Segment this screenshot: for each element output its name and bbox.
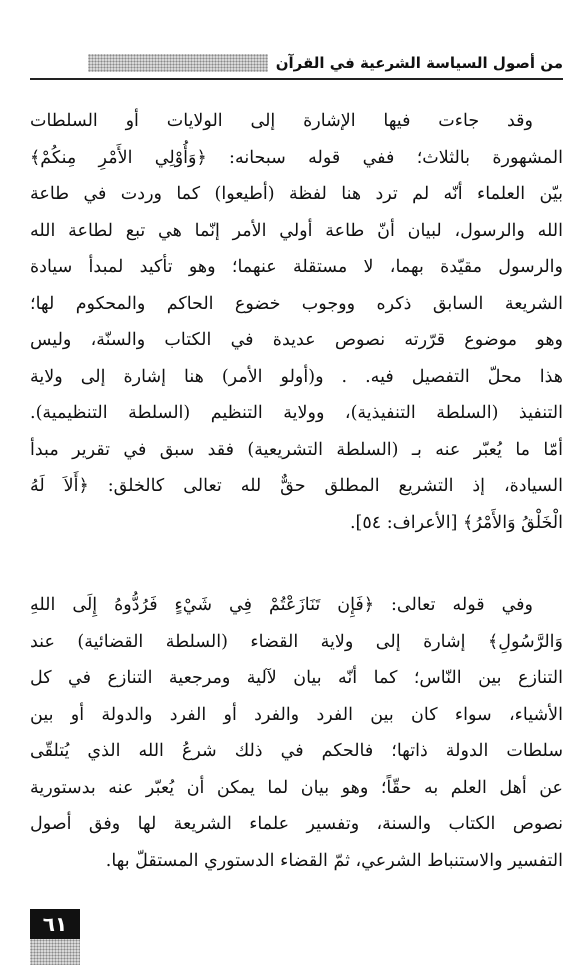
paragraph-1	[30, 103, 563, 541]
paragraph-2	[30, 587, 563, 879]
text-line: والرسول مقيّدة بهما، لا مستقلة عنهما؛ وهو تأكيد لمبدأ سيادة	[30, 257, 563, 277]
footer-decorative-band	[30, 939, 80, 965]
text-line: الشريعة السابق ذكره ووجوب خضوع الحاكم والمحكوم لها؛	[30, 293, 563, 314]
text-line: هذا محلّ التفصيل فيه. . و(أولو الأمر) هنا إشارة إلى ولاية	[30, 366, 563, 387]
header-decorative-band	[88, 54, 268, 72]
running-header	[88, 52, 563, 74]
text-line: وقد جاءت فيها الإشارة إلى الولايات أو السلطات	[30, 111, 533, 131]
text-line: سلطات الدولة ذاتها؛ فالحكم في ذلك شرعُ الله الذي يُتلقّى	[30, 741, 563, 761]
page-number: ٦١	[30, 909, 80, 939]
text-line: أمّا ما يُعبّر عنه بـ (السلطة التشريعية) فقد سبق في تقرير مبدأ	[30, 439, 563, 460]
text-line: المشهورة بالثلاث؛ ففي قوله سبحانه: ﴿وَأُوْلِي الأَمْرِ مِنكُمْ﴾	[30, 147, 563, 168]
text-line: وفي قوله تعالى: ﴿فَإِن تَنَازَعْتُمْ فِي شَيْءٍ فَرُدُّوهُ إِلَى اللهِ	[30, 595, 533, 615]
text-line: التنفيذ (السلطة التنفيذية)، وولاية التنظيم (السلطة التنظيمية).	[30, 403, 563, 423]
header-rule	[30, 78, 563, 80]
text-line: السيادة، إذ التشريع المطلق حقٌّ لله تعالى كالخلق: ﴿أَلاَ لَهُ	[30, 476, 563, 496]
text-line: وَالرَّسُولِ﴾ إشارة إلى ولاية القضاء (السلطة القضائية) عند	[30, 631, 563, 652]
text-line: الأشياء، سواء كان بين الفرد والفرد أو الفرد والدولة أو بين	[30, 704, 563, 725]
text-line: وهو موضوع قرّرته نصوص عديدة في الكتاب والسنّة، وليس	[30, 330, 563, 350]
text-line: نصوص الكتاب والسنة، وتفسير علماء الشريعة لها وفق أصول	[30, 814, 563, 834]
text-line: بيّن العلماء أنّه لم ترد هنا لفظة (أطيعوا) كما وردت في طاعة	[30, 184, 563, 204]
text-line: عن أهل العلم به حقّاً؛ وهو بيان لما يمكن أن يُعبّر عنه بدستورية	[30, 777, 563, 798]
text-line: التفسير والاستنباط الشرعي، ثمّ القضاء الدستوري المستقلّ بها.	[105, 850, 563, 871]
text-line: الله والرسول، لبيان أنّ طاعة أولي الأمر إنّما هي تبع لطاعة الله	[30, 220, 563, 241]
running-header-title: من أصول السياسة الشرعية في القرآن	[275, 54, 563, 72]
text-line: الْخَلْقُ وَالأَمْرُ﴾ [الأعراف: ٥٤].	[349, 512, 563, 533]
text-line: التنازع بين النّاس؛ كما أنّه بيان لآلية ومرجعية التنازع في كل	[30, 668, 563, 688]
